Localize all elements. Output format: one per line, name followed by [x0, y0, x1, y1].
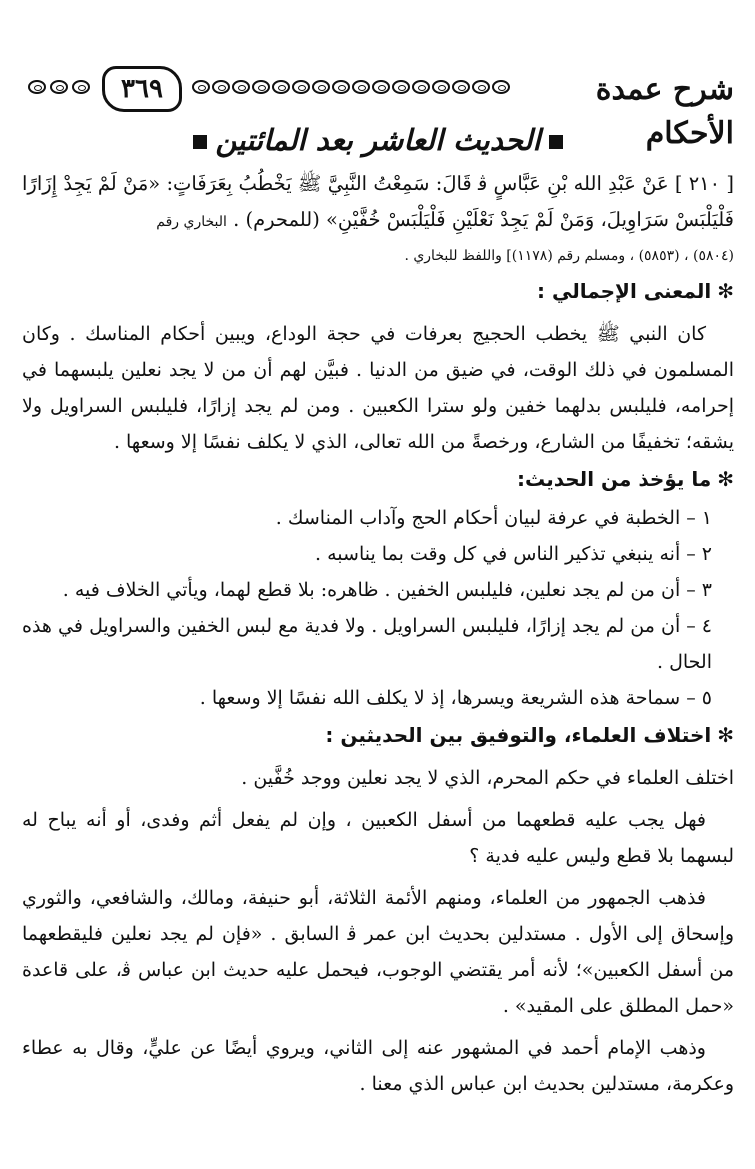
star-icon: ✻: [717, 467, 734, 491]
section-heading-text: ما يؤخذ من الحديث:: [517, 467, 712, 491]
list-text: الخطبة في عرفة لبيان أحكام الحج وآداب المناسك .: [275, 507, 681, 529]
ornament-ring: [72, 80, 90, 94]
disagreement-paragraph: فهل يجب عليه قطعهما من أسفل الكعبين ، وإن لم يفعل أثم وفدى، أو أنه يباح له لبسهما بلا قطع وليس عليه فدية ؟: [22, 809, 734, 867]
hadith-paragraph: [22, 166, 734, 240]
book-title: شرح عمدة الأحكام: [595, 72, 734, 151]
square-bullet-icon: [549, 135, 563, 149]
ornament-ring: [252, 80, 270, 94]
ornament-ring: [212, 80, 230, 94]
ornament-left: [28, 80, 94, 98]
ornament-ring: [28, 80, 46, 94]
star-icon: ✻: [717, 723, 734, 747]
hadith-title: الحديث العاشر بعد المائتين: [215, 123, 541, 157]
disagreement-paragraph: فذهب الجمهور من العلماء، ومنهم الأئمة الثلاثة، أبو حنيفة، ومالك، والشافعي، والثوري وإسحاق إلى الأول . مستدلين بحديث ابن عمر ﭬ السابق . «فإن لم يجد نعلين فليقطعهما من أسفل الكعبين»؛ لأنه أمر يقتضي الوجوب، فيحمل عليه حديث ابن عباس ﭬ، على قاعدة «حمل المطلق على المقيد» .: [22, 887, 734, 1017]
list-item: [22, 572, 734, 608]
list-number: ٢ –: [686, 543, 712, 565]
section-heading-summary: [22, 272, 734, 310]
hadith-reference-inline: البخاري رقم: [156, 214, 227, 230]
ornament-ring: [352, 80, 370, 94]
section-heading-disagreement: [22, 716, 734, 754]
list-item: [22, 536, 734, 572]
disagreement-paragraph: وذهب الإمام أحمد في المشهور عنه إلى الثاني، ويروي أيضًا عن عليٍّ، وقال به عطاء وعكرمة، مستدلين بحديث ابن عباس الذي معنا .: [22, 1037, 734, 1095]
page-body: [22, 166, 734, 1102]
list-text: سماحة هذه الشريعة ويسرها، إذ لا يكلف الله نفسًا إلا وسعها .: [199, 687, 681, 709]
list-number: ٥ –: [686, 687, 712, 709]
list-number: ٤ –: [686, 615, 712, 637]
list-text: أنه ينبغي تذكير الناس في كل وقت بما يناسبه .: [315, 543, 681, 565]
list-number: ١ –: [686, 507, 712, 529]
list-item: [22, 500, 734, 536]
ornament-ring: [492, 80, 510, 94]
list-text: أن من لم يجد إزارًا، فليلبس السراويل . ولا فدية مع لبس الخفين والسراويل في هذه الحال .: [22, 615, 712, 673]
list-text: أن من لم يجد نعلين، فليلبس الخفين . ظاهره: بلا قطع لهما، ويأتي الخلاف فيه .: [62, 579, 681, 601]
summary-paragraph: كان النبي ﷺ يخطب الحجيج بعرفات في حجة الوداع، ويبين أحكام المناسك . وكان المسلمون في ذلك الوقت، في ضيق من الدنيا . فبيَّن لهم أن من لا يجد نعلين يلبسهما في إحرامه، فليلبس بدلهما خفين ولو سترا الكعبين . ومن لم يجد إزارًا، فليلبس السراويل ولا يشقه؛ تخفيفًا من الشارع، ورخصةً من الله تعالى، الذي لا يكلف نفسًا إلا وسعها .: [22, 323, 734, 453]
page-number: ٣٦٩: [102, 66, 182, 112]
list-item: [22, 680, 734, 716]
section-heading-text: اختلاف العلماء، والتوفيق بين الحديثين :: [325, 723, 712, 747]
ornament-band: [192, 80, 510, 98]
ornament-ring: [272, 80, 290, 94]
ornament-ring: [432, 80, 450, 94]
hadith-title-row: [22, 118, 734, 162]
list-number: ٣ –: [686, 579, 712, 601]
ornament-ring: [292, 80, 310, 94]
ornament-ring: [232, 80, 250, 94]
star-icon: ✻: [717, 279, 734, 303]
square-bullet-icon: [193, 135, 207, 149]
ornament-ring: [452, 80, 470, 94]
hadith-text: عَنْ عَبْدِ الله بْنِ عَبَّاسٍ ﭬ قَالَ: سَمِعْتُ النَّبِيَّ ﷺ يَخْطُبُ بِعَرَفَاتٍ: «مَنْ لَمْ يَجِدْ إِزَارًا فَلْيَلْبَسْ سَرَاوِيلَ، وَمَنْ لَمْ يَجِدْ نَعْلَيْنِ فَلْيَلْبَسْ خُفَّيْنِ» (للمحرم) .: [22, 172, 734, 231]
section-heading-text: المعنى الإجمالي :: [537, 279, 712, 303]
hadith-reference: (٥٨٠٤) ، (٥٨٥٣) ، ومسلم رقم (١١٧٨)] واللفظ للبخاري .: [404, 248, 734, 264]
ornament-ring: [332, 80, 350, 94]
lessons-list: [22, 500, 734, 716]
ornament-ring: [372, 80, 390, 94]
list-item: [22, 608, 734, 680]
ornament-ring: [312, 80, 330, 94]
ornament-ring: [412, 80, 430, 94]
ornament-ring: [192, 80, 210, 94]
hadith-number: [ ٢١٠ ]: [674, 172, 734, 195]
disagreement-paragraph: اختلف العلماء في حكم المحرم، الذي لا يجد نعلين ووجد خُفَّين .: [241, 767, 734, 789]
ornament-ring: [50, 80, 68, 94]
ornament-ring: [472, 80, 490, 94]
ornament-ring: [392, 80, 410, 94]
section-heading-lessons: [22, 460, 734, 498]
